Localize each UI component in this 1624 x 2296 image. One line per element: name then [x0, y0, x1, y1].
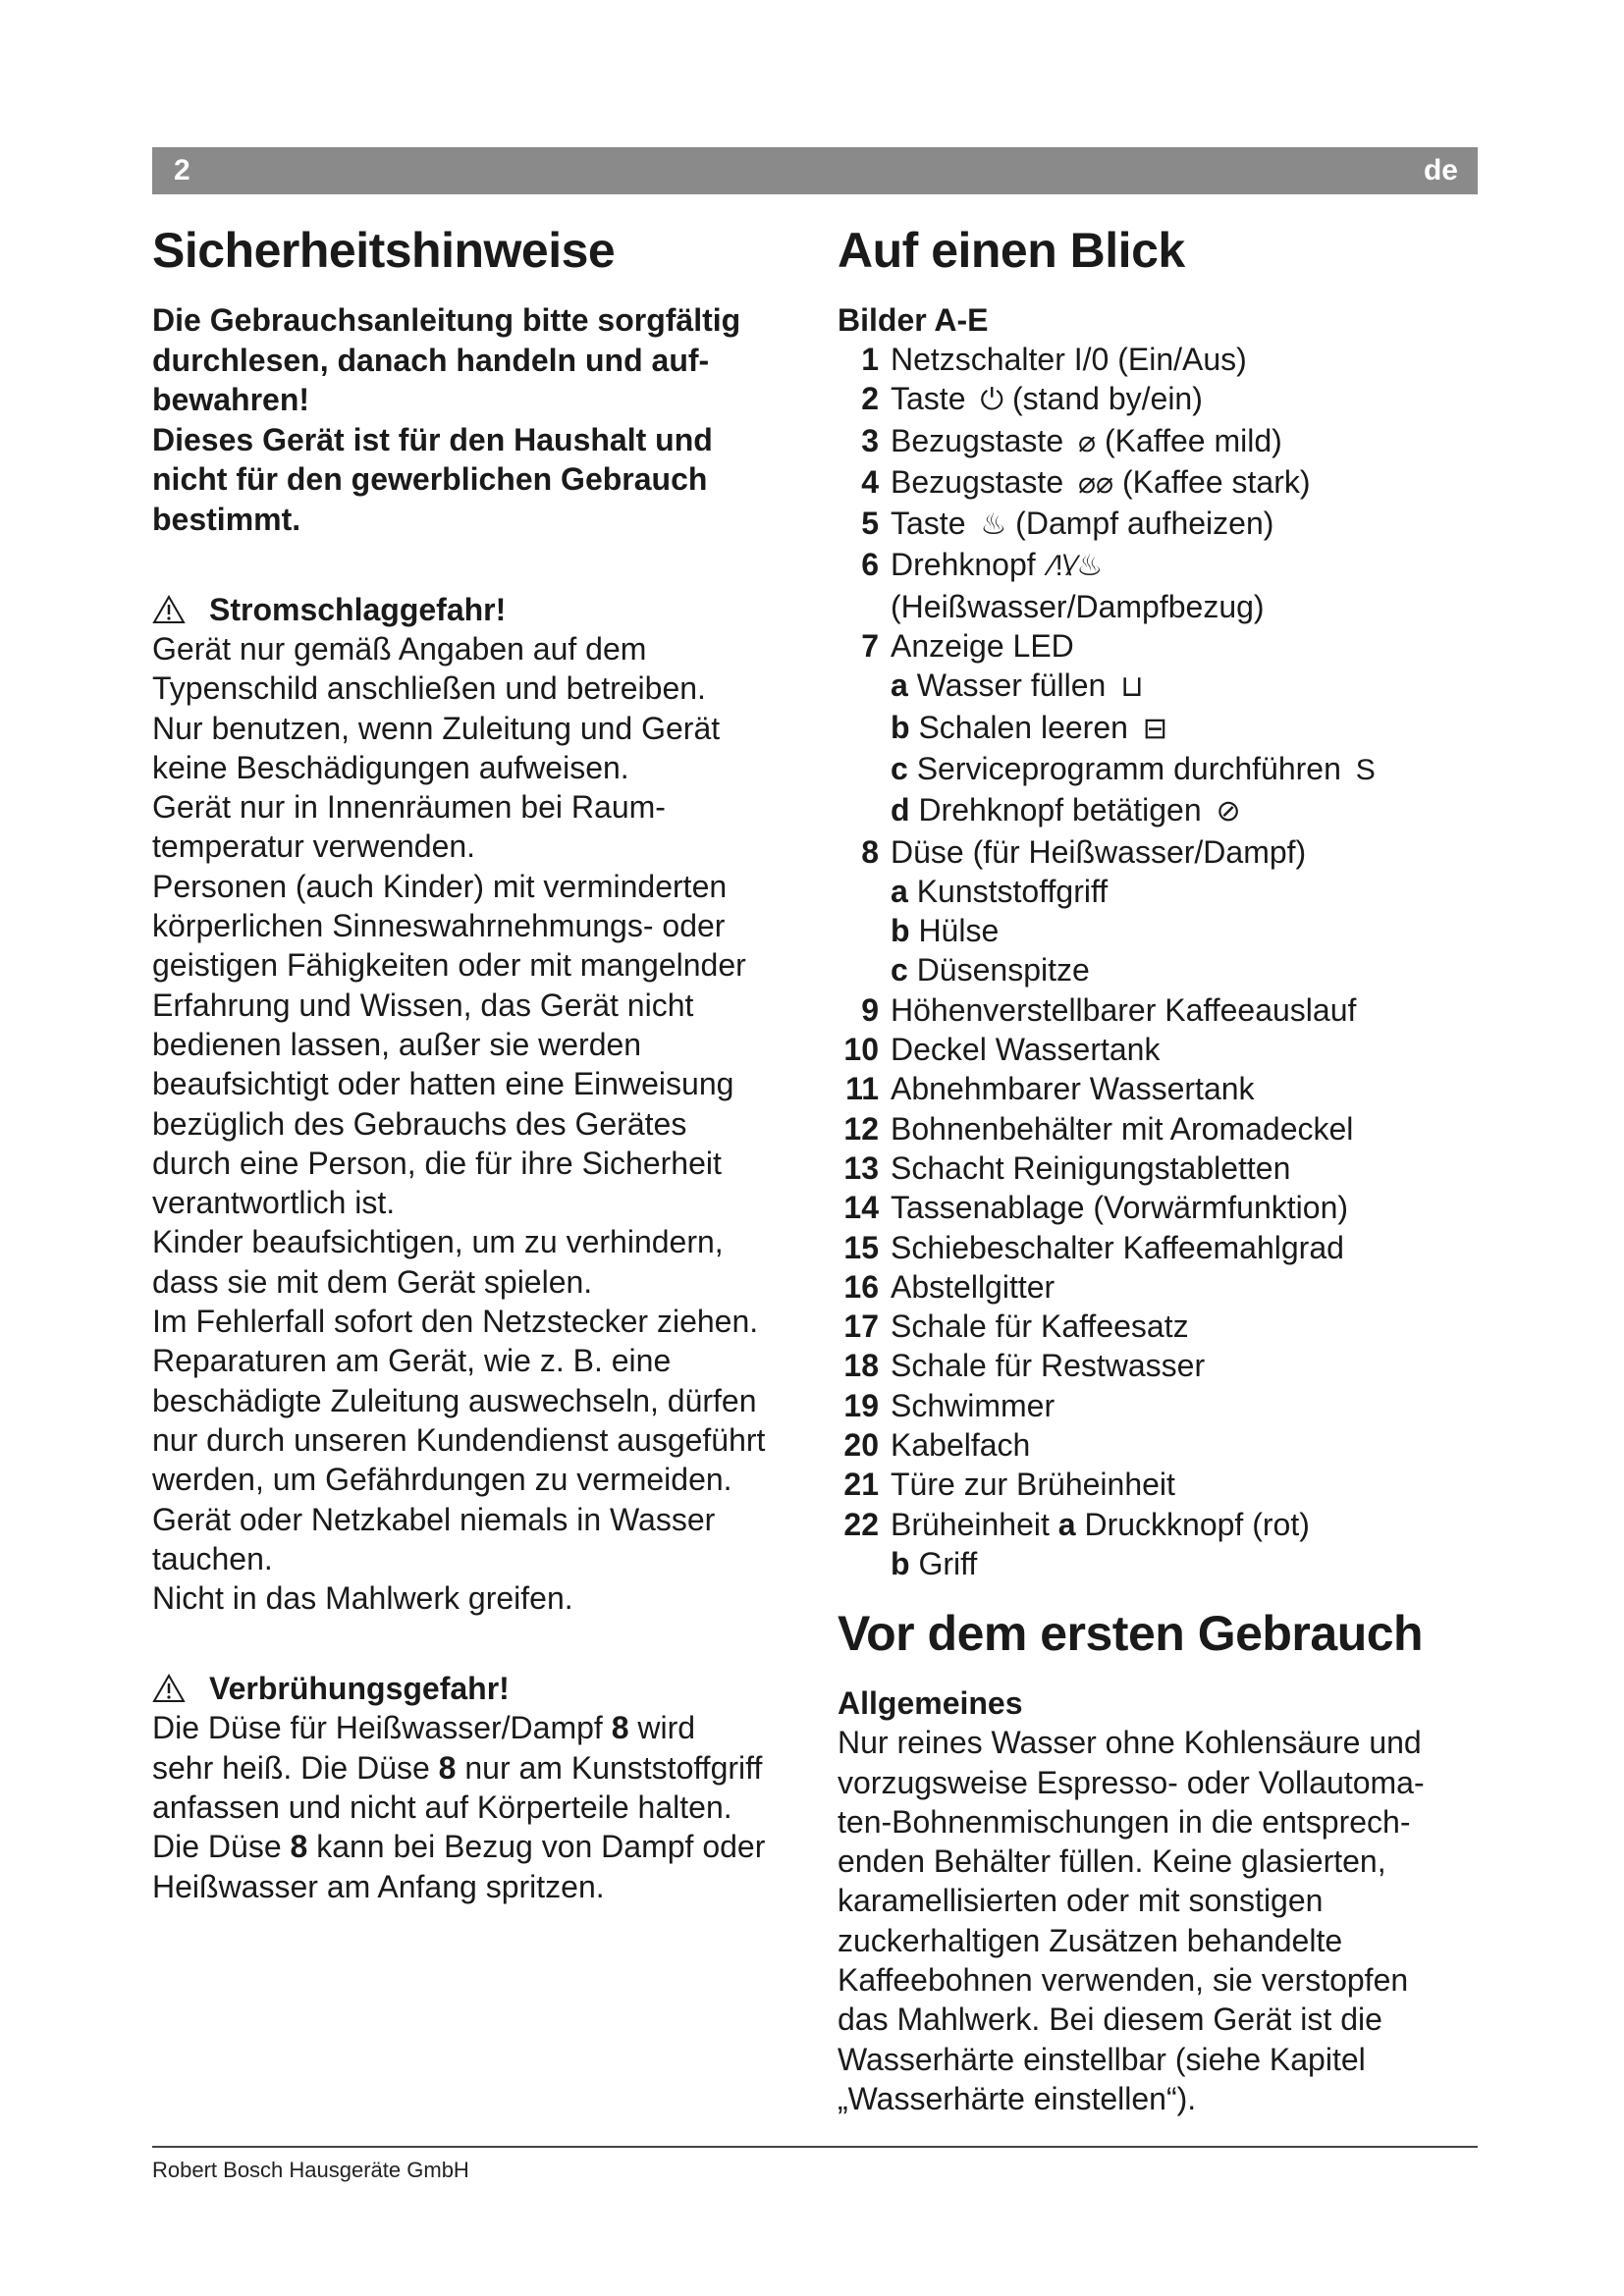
text-line: nur durch unseren Kundendienst ausgeführt: [152, 1421, 766, 1458]
list-item: [838, 462, 1486, 504]
item-label: [891, 1544, 1486, 1583]
footer-divider: [152, 2146, 1478, 2148]
text-line: zuckerhaltigen Zusätzen behandelte: [838, 1922, 1343, 1958]
warning-triangle-icon: [152, 1674, 186, 1703]
service-icon: S: [1355, 753, 1376, 786]
list-item: [838, 1425, 1486, 1465]
text-line: Personen (auch Kinder) mit verminderten: [152, 868, 728, 904]
text-line: [152, 1708, 800, 1747]
text-line: beschädigte Zuleitung auswechseln, dürfen: [152, 1382, 757, 1418]
item-number: 13: [843, 1149, 879, 1186]
text-line: Nicht in das Mahlwerk greifen.: [152, 1580, 573, 1617]
list-item: [838, 1267, 1486, 1307]
item-label: Schale für Restwasser: [891, 1348, 1206, 1384]
coffee-bean-mild-icon: ⌀: [1078, 425, 1097, 458]
text-line: Im Fehlerfall sofort den Netzstecker ziehen.: [152, 1304, 759, 1340]
list-subitem: [838, 872, 1486, 911]
fill-water-icon: ⊔: [1120, 670, 1144, 704]
item-number: 12: [843, 1110, 879, 1147]
item-number: 18: [843, 1348, 879, 1384]
scald-warning-title: Verbrühungsgefahr!: [209, 1671, 510, 1707]
text-part: Bezugstaste: [891, 422, 1072, 458]
text-part: Hülse: [909, 913, 1000, 949]
item-number: 7: [861, 628, 879, 665]
scald-warning-heading: [152, 1669, 800, 1708]
text-part: kann bei Bezug von Dampf oder: [307, 1829, 766, 1865]
text-part: Kunststoffgriff: [907, 873, 1109, 909]
text-part: Taste: [891, 381, 975, 417]
list-item: [838, 1228, 1486, 1267]
text-line: tauchen.: [152, 1540, 273, 1576]
item-label: Abnehmbarer Wassertank: [891, 1071, 1255, 1107]
text-part: Griff: [909, 1545, 978, 1581]
list-item: [838, 1109, 1486, 1148]
item-number: 21: [843, 1467, 879, 1503]
item-label: Schiebeschalter Kaffeemahlgrad: [891, 1229, 1344, 1265]
coffee-bean-strong-icon: ⌀⌀: [1078, 466, 1114, 500]
list-item: [838, 545, 1486, 626]
list-subitem: [838, 950, 1486, 989]
item-label: [891, 708, 1486, 749]
list-item: [838, 1069, 1486, 1108]
item-number: 2: [861, 381, 879, 417]
text-line: „Wasserhärte einstellen“).: [838, 2080, 1197, 2116]
item-label: Düse (für Heißwasser/Dampf): [891, 833, 1307, 870]
item-label: [891, 666, 1486, 707]
item-label: [891, 421, 1486, 462]
intro-line: durchlesen, danach handeln und auf-: [152, 342, 710, 378]
item-label: [891, 1505, 1486, 1544]
intro-line: nicht für den gewerblichen Gebrauch: [152, 461, 708, 497]
item-number: 5: [861, 506, 879, 542]
text-part: Düsenspitze: [907, 952, 1090, 988]
text-line: bedienen lassen, außer sie werden: [152, 1026, 642, 1062]
item-label: Höhenverstellbarer Kaffeeauslauf: [891, 991, 1357, 1028]
text-line: körperlichen Sinneswahrnehmungs- oder: [152, 908, 726, 944]
item-number: 22: [843, 1506, 879, 1542]
item-label: [891, 911, 1486, 950]
text-line: Nur reines Wasser ohne Kohlensäure und: [838, 1725, 1422, 1761]
item-label: Schwimmer: [891, 1387, 1056, 1423]
text-part: (Dampf aufheizen): [1006, 506, 1274, 542]
safety-title: Sicherheitshinweise: [152, 223, 616, 278]
text-line: Nur benutzen, wenn Zuleitung und Gerät: [152, 710, 721, 746]
item-number: 1: [861, 342, 879, 377]
text-part: Taste: [891, 506, 975, 542]
item-label: Bohnenbehälter mit Aromadeckel: [891, 1110, 1354, 1147]
first-use-subtitle: Allgemeines: [838, 1685, 1023, 1722]
text-line: ten-Bohnenmischungen in die entsprech-: [838, 1803, 1411, 1840]
text-line: vorzugsweise Espresso- oder Vollautoma-: [838, 1764, 1425, 1800]
item-number: 6: [861, 547, 879, 583]
text-part: Wasser füllen: [907, 667, 1115, 704]
scald-warning-text: [152, 1708, 800, 1905]
text-part: Drehknopf: [891, 547, 1045, 583]
power-icon: ⏻: [980, 384, 1004, 417]
text-line: beaufsichtigt oder hatten eine Einweisung: [152, 1066, 734, 1102]
ref-number: 8: [290, 1829, 308, 1865]
page-number: 2: [174, 154, 190, 187]
item-number: 11: [845, 1071, 879, 1107]
right-column: [838, 222, 1486, 2118]
item-number: 15: [843, 1229, 879, 1265]
text-line: Typenschild anschließen und betreiben.: [152, 670, 706, 707]
item-label: [891, 462, 1486, 504]
item-label: [891, 379, 1486, 420]
list-subitem: [838, 790, 1486, 831]
sub-letter: d: [891, 792, 910, 828]
text-line: [152, 1748, 800, 1788]
intro-line: Dieses Gerät ist für den Haushalt und: [152, 421, 713, 457]
text-line: enden Behälter füllen. Keine glasierten,: [838, 1843, 1386, 1880]
text-line: das Mahlwerk. Bei diesem Gerät ist die: [838, 2002, 1382, 2038]
list-subitem: [838, 1544, 1486, 1583]
text-line: Gerät nur in Innenräumen bei Raum-: [152, 789, 666, 826]
parts-list: [838, 340, 1486, 1583]
list-item: [838, 340, 1486, 379]
sub-letter: b: [891, 709, 910, 745]
sub-letter: b: [891, 1545, 910, 1581]
list-item: [838, 504, 1486, 545]
text-part: Die Düse für Heißwasser/Dampf: [152, 1710, 612, 1746]
item-number: 10: [843, 1032, 879, 1068]
list-item: [838, 626, 1486, 666]
text-part: Drehknopf betätigen: [909, 792, 1211, 828]
overview-title: Auf einen Blick: [838, 223, 1185, 278]
item-number: 20: [843, 1427, 879, 1464]
text-line: geistigen Fähigkeiten oder mit mangelnder: [152, 947, 746, 984]
list-item: [838, 1386, 1486, 1425]
list-item: [838, 1346, 1486, 1385]
shock-warning-heading: [152, 590, 800, 629]
item-label: Anzeige LED: [891, 628, 1074, 665]
left-column: [152, 222, 800, 1906]
text-line: Erfahrung und Wissen, das Gerät nicht: [152, 987, 694, 1023]
text-line: [152, 1827, 800, 1866]
hot-water-steam-icon: ⁄!\⁄♨: [1050, 550, 1104, 583]
sub-letter: a: [891, 667, 908, 704]
turn-knob-icon: ⊘: [1216, 795, 1241, 828]
item-number: 4: [861, 463, 879, 500]
ref-number: 8: [438, 1749, 457, 1786]
text-line: Gerät nur gemäß Angaben auf dem: [152, 631, 647, 667]
item-number: 14: [843, 1190, 879, 1226]
item-label: Türe zur Brüheinheit: [891, 1467, 1175, 1503]
list-item: [838, 832, 1486, 872]
item-label: Netzschalter I/0 (Ein/Aus): [891, 342, 1247, 377]
text-line: Kinder beaufsichtigen, um zu verhindern,: [152, 1224, 724, 1260]
text-line: temperatur verwenden.: [152, 828, 476, 865]
text-part: sehr heiß. Die Düse: [152, 1749, 439, 1786]
item-label: [891, 790, 1486, 831]
shock-warning-text: [152, 629, 800, 1618]
footer-company: Robert Bosch Hausgeräte GmbH: [152, 2158, 469, 2182]
item-label: [891, 504, 1486, 545]
item-label: Abstellgitter: [891, 1268, 1056, 1305]
text-part: Schalen leeren: [909, 709, 1137, 745]
list-item: [838, 1307, 1486, 1346]
list-item: [838, 421, 1486, 462]
item-number: 8: [861, 833, 879, 870]
text-line: dass sie mit dem Gerät spielen.: [152, 1263, 593, 1300]
sub-letter: c: [891, 952, 908, 988]
text-line: werden, um Gefährdungen zu vermeiden.: [152, 1462, 732, 1498]
shock-warning-title: Stromschlaggefahr!: [209, 592, 507, 627]
sub-letter: b: [891, 913, 910, 949]
language-code: de: [1423, 154, 1458, 187]
text-part: (stand by/ein): [1003, 381, 1203, 417]
item-number: 16: [843, 1268, 879, 1305]
safety-intro: [152, 300, 800, 539]
item-label: Deckel Wassertank: [891, 1032, 1161, 1068]
text-line: verantwortlich ist.: [152, 1185, 396, 1221]
sub-letter: a: [891, 873, 908, 909]
intro-line: bewahren!: [152, 382, 310, 417]
text-part: Brüheinheit: [891, 1506, 1058, 1542]
text-part: nur am Kunststoffgriff: [456, 1749, 763, 1786]
list-subitem: [838, 749, 1486, 790]
sub-letter: c: [891, 750, 908, 786]
item-label: [891, 872, 1486, 911]
list-item: [838, 1188, 1486, 1227]
text-line: keine Beschädigungen aufweisen.: [152, 749, 629, 785]
list-item: [838, 1030, 1486, 1069]
text-part: (Heißwasser/Dampfbezug): [891, 588, 1265, 624]
empty-trays-icon: ⊟: [1142, 712, 1167, 745]
overview-subtitle: Bilder A-E: [838, 302, 989, 338]
list-item: [838, 1465, 1486, 1504]
text-part: (Kaffee mild): [1096, 422, 1282, 458]
text-part: Serviceprogramm durchführen: [907, 750, 1350, 786]
intro-line: Die Gebrauchsanleitung bitte sorgfältig: [152, 302, 741, 338]
list-item: [838, 1148, 1486, 1188]
item-number: 17: [843, 1308, 879, 1345]
text-part: Die Düse: [152, 1829, 291, 1865]
list-item: [838, 990, 1486, 1030]
page-header-bar: [152, 147, 1478, 194]
list-subitem: [838, 666, 1486, 707]
text-line: Heißwasser am Anfang spritzen.: [152, 1868, 605, 1904]
item-label: Schale für Kaffeesatz: [891, 1308, 1189, 1345]
text-line: Kaffeebohnen verwenden, sie verstopfen: [838, 1961, 1409, 1998]
text-part: Bezugstaste: [891, 463, 1072, 500]
text-part: (Kaffee stark): [1113, 463, 1311, 500]
text-line: Gerät oder Netzkabel niemals in Wasser: [152, 1501, 716, 1537]
text-part: Druckknopf (rot): [1075, 1506, 1310, 1542]
item-number: 3: [861, 422, 879, 458]
item-label: Schacht Reinigungstabletten: [891, 1149, 1291, 1186]
item-number: 19: [843, 1387, 879, 1423]
first-use-title: Vor dem ersten Gebrauch: [838, 1606, 1424, 1662]
list-item: [838, 379, 1486, 420]
item-label: [891, 950, 1486, 989]
intro-line: bestimmt.: [152, 501, 301, 537]
steam-icon: ♨: [980, 508, 1007, 542]
sub-letter: a: [1057, 1506, 1076, 1542]
text-line: karamellisierten oder mit sonstigen: [838, 1883, 1324, 1919]
item-label: [891, 749, 1486, 790]
ref-number: 8: [611, 1710, 629, 1746]
warning-triangle-icon: [152, 595, 186, 624]
text-line: Reparaturen am Gerät, wie z. B. eine: [152, 1343, 672, 1379]
first-use-text: [838, 1723, 1486, 2118]
item-label: Tassenablage (Vorwärmfunktion): [891, 1190, 1349, 1226]
list-subitem: [838, 708, 1486, 749]
list-subitem: [838, 911, 1486, 950]
item-label: [891, 545, 1486, 626]
item-number: 9: [861, 991, 879, 1028]
item-label: Kabelfach: [891, 1427, 1031, 1464]
text-line: anfassen und nicht auf Körperteile halten.: [152, 1789, 732, 1826]
list-item: [838, 1505, 1486, 1544]
text-part: wird: [628, 1710, 696, 1746]
text-line: bezüglich des Gebrauchs des Gerätes: [152, 1105, 687, 1142]
text-line: durch eine Person, die für ihre Sicherheit: [152, 1145, 722, 1181]
text-line: Wasserhärte einstellbar (siehe Kapitel: [838, 2041, 1366, 2077]
